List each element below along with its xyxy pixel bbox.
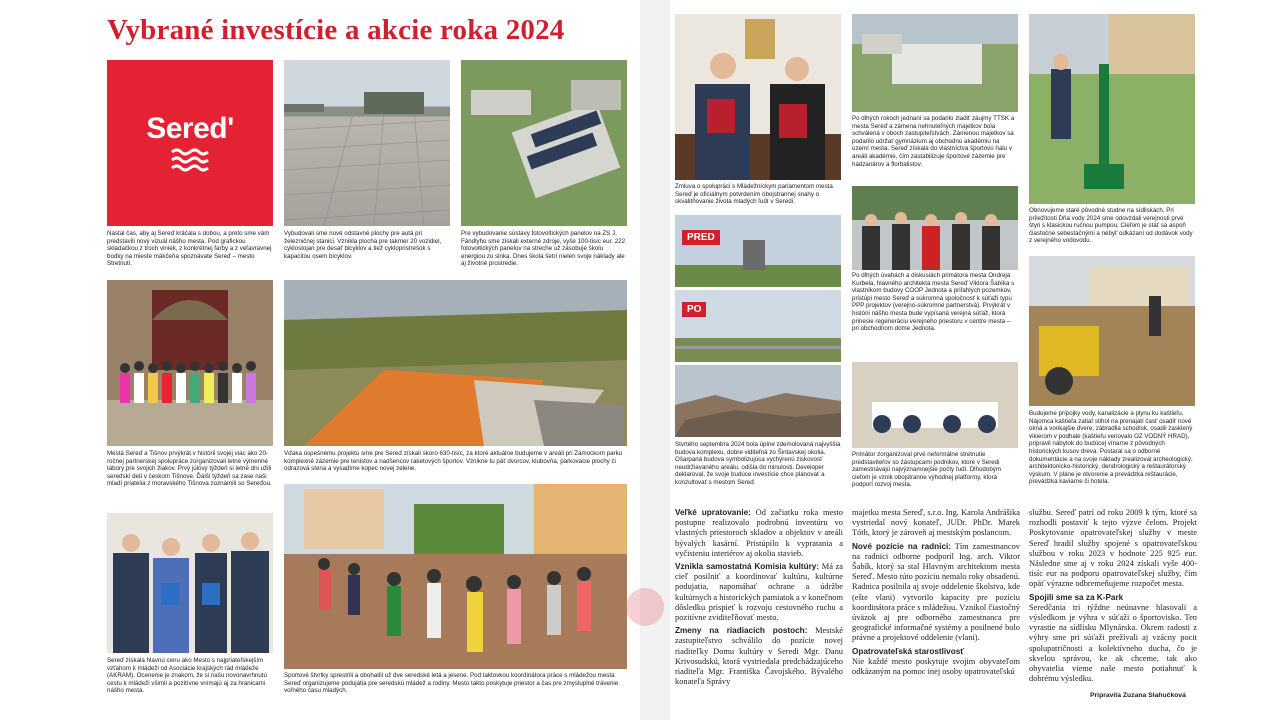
article-column-1 [675,508,843,712]
article-p8 [1029,593,1197,685]
caption-coop: Po dlhých úvahách a diskusiách primátora mesta Ondreja Kurbela, hlavného architekta mesta Sereď Viktora Šabíka s vlastníkom budovy COOP Jednota a priľahlých pozemkov, pristúpi mesto Sereď a súkromná spoločnosť k súťaži typu PPP projektov (verejno-súkromné partnerstvá). Prvýkrát v histórii nášho mesta bude vypísaná verejná súťaž, ktorá prinesie regeneráciu verejného priestoru v centre mesta – pri obchodnom dome Jednota. [852,272,1015,333]
page-title: Vybrané investície a akcie roka 2024 [107,14,565,46]
caption-parking: Vybudovali sme nové odstavné plochy pre autá pri železničnej stanici. Vznikla plocha pre takmer 20 vozidiel, cyklostojan pre desať bicyklov a tiež cyklopristrešok s kapacitou osem bicyklov. [284,230,442,260]
article-text: službu. Sereď patrí od roku 2009 k tým, ktoré sa rozhodli postaviť k tejto výzve čelom. Projekt Poskytovanie opatrovateľskej služby v meste Sereď hradil služby spojené s opatrovateľskou službou v roku 2023 v hodnote 225 925 eur. Následne sme aj v roku 2024 získali vyše 400-tisíc eur na podporu opatrovateľskej služby, čím opäť výrazne odbremeňujeme rozpočet mesta. [1029,508,1197,589]
article-head: Zmeny na riadiacich postoch: [675,626,808,636]
photo-well-pump [1029,14,1195,204]
tag-after: PO [682,302,706,317]
waves-icon [170,146,210,174]
article-text: Seredčania tri týždne neúnavne hlasovali a výsledkom je výhra v súťaži o športovisko. Ten vyrastie na sídlisku Mlynárska. Okrem radosti z výhry sme pri súťaži prežívali aj vzácny pocit spolupatričnosti a kolektívneho ducha, čo je skvelou správou, ke ak chceme, tak ako obyvatelia vieme naše mesto potiahnuť k dobrému výsledku. [1029,602,1197,684]
article-head: Spojili sme sa za K-Park [1029,592,1124,602]
photo-parking [284,60,450,226]
article-p5 [852,542,1020,644]
caption-parliament: Zmluva o spolupráci s Mládežníckym parlamentom mesta Sereď je oficiálnym potvrdením obojstrannej snahy o skvalitňovanie života mladých ľudí v Seredi. [675,183,833,206]
article-text: Má za cieľ posilniť a koordinovať kultúru, kultúrne podujatia, napomáhať ochrane a údržbe kultúrnych a historických pamiatok a v konečnom dôsledku prispieť k rozvoju cestovného ruchu a pozitívne zviditeľňovať mesto. [675,562,843,623]
article-column-3 [1029,508,1197,688]
caption-tennis: Vďaka úspešnému projektu sme pre Sereď získali skoro 630-tisíc, za ktoré aktuálne budujeme v areáli pri Zámockom parku komplexné zázemie pre tenistov a nadšencov raketových športov. Vznikne tu päť dvorcov, klubovňa, parkovacie plochy či odrazová stena a vysadíme kopec novej zelene. [284,450,623,473]
article-p1 [675,508,843,559]
article-text: majetku mesta Sereď, s.r.o. Ing. Karola Andrášika vystriedal nový konateľ, JUDr. PhDr. Marek Tóth, ktorý je zároveň aj mestským poslancom. [852,508,1020,538]
article-text: Od začiatku roka mesto postupne realizovalo podrobnú inventúru vo vlastných priestoroch skladov a objektov v areáli bývalých kasární. Pristúpilo k vypratania a vyčisteniu interiérov aj okolia stavieb. [675,508,843,558]
caption-sport: Športové štvrtky sprestrili a obohatili už dve seredské letá a jesene. Pod taktovkou koordinátora práce s mládežou mesta Sereď organizujeme podujatia pre seredskú mládež a rodiny. Mesto takto poskytuje priestor a čas pre zmysluplné trávenie voľného času mladých. [284,672,619,695]
photo-demolition [675,365,841,437]
logo-text: Sered' [146,112,234,145]
sered-logo [107,60,273,226]
article-head: Vznikla samostatná Komisia kultúry: [675,562,820,572]
article-text: Nie každé mesto poskytuje svojim obyvateľom odkázaným na pomoc inej osoby opatrovateľskú [852,656,1020,677]
caption-castle: Budujeme prípojky vody, kanalizácie a plynu ku kaštieľu. Nájomca kaštieľa zatiaľ stihol na prenajatí časť osadiť nové okná a vonkajšie dvere, zábradlia schodísk, osadil zasklený vikierom v podhale (kaštieľu venovalo OZ VODNÝ HRAD), pripravil nábytok do budúcej vínarne z pôvodných historických kusov dreva. Postaral sa o odborné dokumentácie a na svoje náklady zrealizoval archeologický, architektonicko-historický, dendrologický a reštaurátorský výskum. V pláne je otvorenie a prevádzka reštaurácie, prevádzka kaviarne či hotela. [1029,410,1193,486]
article-p3 [675,626,843,687]
photo-before [675,215,841,287]
author-signature: Pripravila Zuzana Slahučková [1090,692,1186,699]
caption-gymnasium: Po dlhých rokoch jednaní sa podarilo zladiť záujmy TTSK a mesta Sereď a zámena nehnuteľných majetkov bola schválená v oboch zastupiteľstvách. Zámenou majetkov sa podarilo udržať gymnázium aj obchodnú akadémiu na území mesta. Sereď získala do vlastníctva športovú halu v areáli akadémie, čím zastabilizuje športové zázemie pre hádzanárov a florbalistov. [852,115,1015,168]
photo-sport-thursdays [284,484,627,669]
photo-after [675,290,841,362]
left-page [95,0,640,720]
article-head: Opatrovateľská starostlivosť [852,646,965,656]
article-text: Tím zamestnancov na radnici odborne podporil Ing. arch. Viktor Šabík, ktorý sa stal Hlavným architektom mesta Sereď. Mesto túto pozíciu nemalo roky obsadenú. Radnica posilnila aj svoje oddelenie školstva, kde (ešte vlani) vytvorilo kapacity pre pozíciu koordinátora práce s mládežou. Vznikol čiastočný úväzok aj pre odborného zamestnanca pre geografické informačné systémy a posilnené bolo právne a projektové oddelenie (vlani). [852,541,1020,643]
article-p6 [852,647,1020,678]
article-p7 [1029,508,1197,590]
article-column-2 [852,508,1020,712]
photo-gymnasium [852,14,1018,112]
article-text: Mestské zastupiteľstvo schválilo do pozície novej riaditeľky Domu kultúry v Seredi Mgr. Danu Krivosudskú, ktorá vystriedala predchádzajúceho riaditeľa Mgr. Františka Čavojského. Bývalého konateľa Správy [675,626,843,687]
photo-meeting [852,362,1018,448]
photo-award [107,513,273,653]
photo-coop-visit [852,186,1018,270]
right-page [670,0,1205,720]
photo-solar-school [461,60,627,226]
photo-tisnov-group [107,280,273,446]
tag-before: PRED [682,230,720,245]
caption-tisnov: Mestá Sereď a Tišnov prvýkrát v histórii svojej viac ako 20-ročnej partnerskej spolupráce zorganizovali letné výmenné tábory pre svojich žiakov. Prvý júlový týždeň si letné dni užili seredskí deti v českom Tišnove. Ďalší týždeň sa zase naši mladí priatelia z moravského Tišnova zoznámili so Sereďou. [107,450,272,488]
caption-demolition: Štvrtého septembra 2024 bola úplne zdemolovaná najvyššia budova komplexu, dobre viditeľná zo Šintavskej okolia. Ošarpaná budova symbolizujúca vychýrenú ziskovosť neudržiavaného areálu, odišla do minulosti. Developer deklaroval, že svoje budúce investície chce plánovať a konzultovať s mestom Sereď. [675,441,841,486]
article-head: Nové pozície na radnici: [852,541,952,551]
caption-logo: Nastal čas, aby aj Sereď kráčala s dobou, a preto sme vám predstavili nový vizuál nášho mesta. Pod grafickou skladačkou z troch viniek, z konkrétnej farby a z veľavravnej bodky na mieste mäkčeňa spoznávate Sereď – mesto Stretnutí. [107,230,272,268]
caption-award: Sereď získala hlavnú cenu ako Mesto s najpriateľskejším vzťahom k mládeži od Asociácie krajských rád mládeže (AKRAM). Ocenenie je znakom, že si našu novonavrhnutú cestu k mládeži všimli a pozitívne vnímajú aj za hranicami nášho mesta. [107,657,267,695]
caption-solar: Pre vybudovanie sústavy fotovoltických panelov na ZŠ J. Fándlyho sme získali externé zdroje, vyše 100-tisíc eur. 222 fotovoltických panelov na streche už zásobuje školu energiou zo slnka. Dnes škola šetrí nielen svoje náklady ale aj životné prostredie. [461,230,626,268]
article-p2 [675,562,843,623]
photo-castle-works [1029,256,1195,406]
watermark-logo-icon [626,588,664,626]
caption-meeting: Primátor zorganizoval prvé neformálne stretnutie predstaviteľov so zástupcami podnikov, ktoré v Seredi zamestnávajú najvýznamnejšie počty ľudí. Dlhodobým cieľom je vznik obojstranne výhodnej platformy, ktorá podporí rozvoj mesta. [852,451,1002,489]
caption-well: Obnovujeme staré pôvodné studne na sídliskách. Pri príležitosti Dňa vody 2024 sme odovzdali verejnosti prvé štyri s klasickou ručnou pumpou. Cieľom je stať sa aspoň čiastočne sebestačnými a nebyť odkázaní od dodávok vody z verejného vodovodu. [1029,207,1193,245]
article-head: Veľké upratovanie: [675,508,751,517]
photo-tennis-construction [284,280,627,446]
photo-parliament [675,14,841,180]
article-p4 [852,508,1020,539]
